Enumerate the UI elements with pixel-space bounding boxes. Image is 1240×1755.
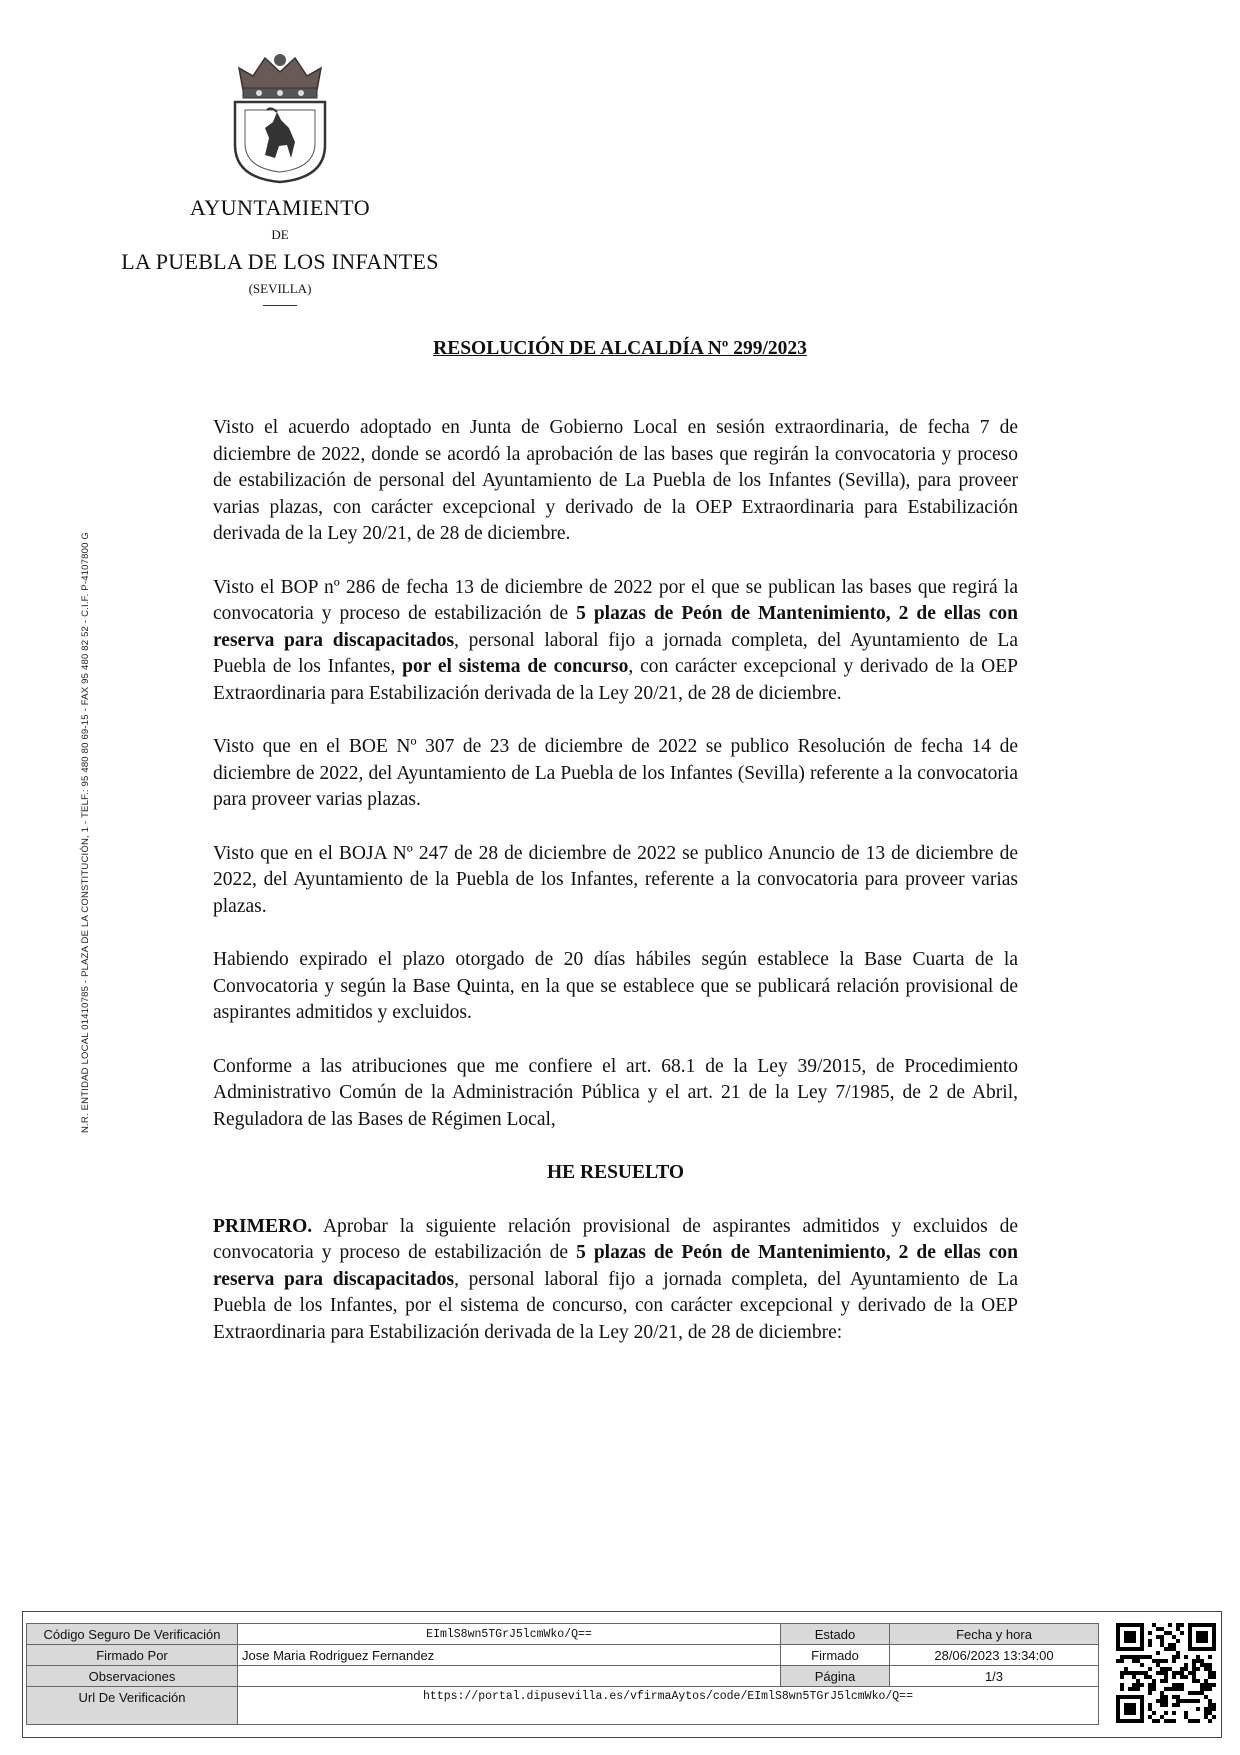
page-value: 1/3	[890, 1666, 1099, 1687]
side-address-note: N.R. ENTIDAD LOCAL 01410785 - PLAZA DE LA CONSTITUCIÓN, 1 - TELF.: 95 480 80 69-15 - FAX 95 480 82 52 - C.I.F. P-4107800 G	[80, 531, 91, 1133]
datetime-value: 28/06/2023 13:34:00	[890, 1645, 1099, 1666]
status-label: Estado	[781, 1624, 890, 1645]
resolve-heading: HE RESUELTO	[546, 1162, 685, 1183]
paragraph-primero: PRIMERO. Aprobar la siguiente relación provisional de aspirantes admitidos y excluidos de convocatoria y proceso de estabilización de 5 plazas de Peón de Mantenimiento, 2 de ellas con reserva para discapacitados, personal laboral fijo a jornada completa, del Ayuntamiento de La Puebla de los Infantes, por el sistema de concurso, con carácter excepcional y derivado de la OEP Extraordinaria para Estabilización derivada de la Ley 20/21, de 28 de diciembre:	[213, 1215, 1018, 1343]
datetime-label: Fecha y hora	[890, 1624, 1099, 1645]
status-value: Firmado	[781, 1645, 890, 1666]
signed-by-label: Firmado Por	[27, 1645, 238, 1666]
csv-value: EImlS8wn5TGrJ5lcmWko/Q==	[238, 1624, 781, 1645]
observations-label: Observaciones	[27, 1666, 238, 1687]
org-line-ayuntamiento: AYUNTAMIENTO	[189, 195, 371, 220]
organization-letterhead	[110, 195, 450, 306]
document-title: RESOLUCIÓN DE ALCALDÍA Nº 299/2023	[433, 338, 807, 359]
paragraph-plazo: Habiendo expirado el plazo otorgado de 20 días hábiles según establece la Base Cuarta de la Convocatoria y según la Base Quinta, en la que se establece que se publicará relación provisional de aspirantes admitidos y excluidos.	[213, 949, 1018, 1023]
qr-code-icon	[1116, 1623, 1216, 1723]
observations-value	[238, 1666, 781, 1687]
page-label: Página	[781, 1666, 890, 1687]
org-line-name: LA PUEBLA DE LOS INFANTES	[121, 249, 439, 274]
paragraph-bop: Visto el BOP nº 286 de fecha 13 de diciembre de 2022 por el que se publican las bases que regirá la convocatoria y proceso de estabilización de 5 plazas de Peón de Mantenimiento, 2 de ellas con reserva para discapacitados, personal laboral fijo a jornada completa, del Ayuntamiento de La Puebla de los Infantes, por el sistema de concurso, con carácter excepcional y derivado de la OEP Extraordinaria para Estabilización derivada de la Ley 20/21, de 28 de diciembre.	[213, 576, 1019, 704]
org-line-de: DE	[271, 227, 289, 242]
verification-footer	[22, 1611, 1222, 1738]
verification-table	[26, 1623, 1099, 1725]
paragraph-boja: Visto que en el BOJA Nº 247 de 28 de diciembre de 2022 se publico Anuncio de 13 de diciembre de 2022, del Ayuntamiento de la Puebla de los Infantes, referente a la convocatoria para proveer varias plazas.	[213, 842, 1018, 917]
url-label: Url De Verificación	[27, 1687, 238, 1725]
paragraph-acuerdo: Visto el acuerdo adoptado en Junta de Gobierno Local en sesión extraordinaria, de fecha 7 de diciembre de 2022, donde se acordó la aprobación de las bases que regirán la convocatoria y proceso de estabilización de personal del Ayuntamiento de La Puebla de los Infantes (Sevilla), para proveer varias plazas, con carácter excepcional y derivado de la OEP Extraordinaria para Estabilización derivada de la Ley 20/21, de 28 de diciembre.	[213, 417, 1018, 544]
paragraph-boe: Visto que en el BOE Nº 307 de 23 de diciembre de 2022 se publico Resolución de fecha 14 de diciembre de 2022, del Ayuntamiento de La Puebla de los Infantes (Sevilla) referente a la convocatoria para proveer varias plazas.	[213, 736, 1018, 810]
csv-label: Código Seguro De Verificación	[27, 1624, 238, 1645]
paragraph-atribuciones: Conforme a las atribuciones que me confiere el art. 68.1 de la Ley 39/2015, de Procedimiento Administrativo Común de la Administración Pública y el art. 21 de la Ley 7/1985, de 2 de Abril, Reguladora de las Bases de Régimen Local,	[213, 1055, 1018, 1130]
org-line-province: (SEVILLA)	[248, 281, 312, 296]
verification-url[interactable]: https://portal.dipusevilla.es/vfirmaAytos/code/EImlS8wn5TGrJ5lcmWko/Q==	[238, 1687, 1099, 1725]
document-body	[213, 415, 1018, 1373]
signed-by-value: Jose Maria Rodriguez Fernandez	[238, 1645, 781, 1666]
municipal-seal	[225, 50, 335, 185]
org-divider	[263, 305, 297, 306]
